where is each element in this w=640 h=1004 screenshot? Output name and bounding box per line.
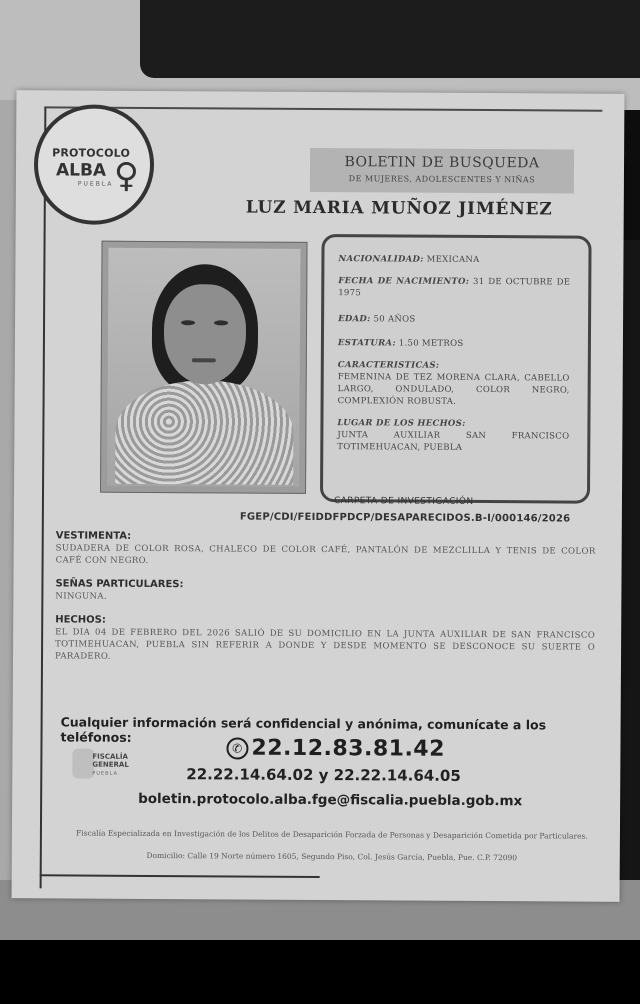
nationality-row: NACIONALIDAD: MEXICANA bbox=[338, 254, 480, 265]
bottom-black-bar bbox=[0, 940, 640, 1004]
location-value: JUNTA AUXILIAR SAN FRANCISCO TOTIMEHUACAN, PUEBLA bbox=[337, 430, 570, 453]
fiscalia-emblem-icon bbox=[72, 749, 94, 779]
facts-label: HECHOS: bbox=[55, 614, 106, 626]
contact-email: boletin.protocolo.alba.fge@fiscalia.puebla.gob.mx bbox=[138, 790, 523, 810]
logo-line-1: PROTOCOLO bbox=[52, 146, 131, 160]
missing-person-name: LUZ MARIA MUÑOZ JIMÉNEZ bbox=[245, 197, 553, 220]
secondary-phones: 22.22.14.64.02 y 22.22.14.64.05 bbox=[186, 765, 461, 785]
height-row: ESTATURA: 1.50 METROS bbox=[337, 338, 464, 349]
birthdate-row: FECHA DE NACIMIENTO: 31 DE OCTUBRE DE 1975 bbox=[338, 276, 571, 299]
birthdate-value: 31 DE OCTUBRE DE 1975 bbox=[338, 276, 571, 299]
person-details-box bbox=[320, 234, 592, 504]
footer-address: Domicilio: Calle 19 Norte número 1605, Segundo Piso, Col. Jesús García, Puebla, Pue. C.P. 72090 bbox=[146, 850, 518, 863]
distinguishing-marks-text: NINGUNA. bbox=[55, 591, 108, 602]
characteristics-value: FEMENINA DE TEZ MORENA CLARA, CABELLO LARGO, ONDULADO, COLOR NEGRO, COMPLEXIÓN ROBUSTA. bbox=[337, 372, 570, 407]
age-value: 50 AÑOS bbox=[373, 314, 416, 325]
bulletin-header bbox=[310, 148, 574, 194]
nationality-value: MEXICANA bbox=[426, 254, 480, 265]
bulletin-title: BOLETIN DE BUSQUEDA bbox=[344, 154, 540, 172]
investigation-folder-label: CARPETA DE INVESTIGACIÓN bbox=[333, 496, 474, 507]
female-symbol-icon: ♀ bbox=[113, 155, 139, 196]
distinguishing-marks-label: SEÑAS PARTICULARES: bbox=[55, 578, 184, 591]
whatsapp-icon: ✆ bbox=[226, 737, 248, 759]
footer-agency: Fiscalía Especializada en Investigación de los Delitos de Desaparición Forzada de Personas y Desaparición Cometida por Particulares. bbox=[76, 828, 588, 841]
background-dark-object bbox=[140, 0, 640, 78]
protocolo-alba-logo bbox=[34, 104, 155, 225]
height-value: 1.50 METROS bbox=[398, 338, 464, 349]
search-bulletin-paper bbox=[12, 90, 625, 902]
clothing-text: SUDADERA DE COLOR ROSA, CHALECO DE COLOR CAFÉ, PANTALÓN DE MEZCLILLA Y TENIS DE COLOR CAFÉ CON NEGRO. bbox=[55, 543, 596, 566]
logo-line-3: PUEBLA bbox=[77, 180, 114, 188]
main-phone-number: 22.12.83.81.42 bbox=[251, 735, 446, 762]
facts-text: EL DIA 04 DE FEBRERO DEL 2026 SALIÓ DE SU DOMICILIO EN LA JUNTA AUXILIAR DE SAN FRANCISCO TOTIMEHUACAN, PUEBLA SIN REFERIR A DONDE Y DESDE MOMENTO SE DESCONOCE SU SUERTE O PARADERO. bbox=[54, 627, 596, 662]
bulletin-subtitle: DE MUJERES, ADOLESCENTES Y NIÑAS bbox=[348, 174, 536, 185]
main-phone bbox=[226, 735, 445, 761]
investigation-folder-number: FGEP/CDI/FEIDDFPDCP/DESAPARECIDOS.B-I/000146/2026 bbox=[239, 511, 571, 525]
person-photo bbox=[100, 241, 308, 494]
clothing-label: VESTIMENTA: bbox=[55, 530, 132, 542]
fiscalia-general-logo: FISCALÍA GENERAL PUEBLA bbox=[72, 747, 158, 788]
logo-line-2: ALBA bbox=[55, 160, 107, 181]
contact-heading: Cualquier información será confidencial y anónima, comunícate a los teléfonos: bbox=[60, 714, 547, 745]
characteristics-label: CARACTERISTICAS: bbox=[337, 360, 440, 371]
age-row: EDAD: 50 AÑOS bbox=[338, 314, 416, 325]
location-label: LUGAR DE LOS HECHOS: bbox=[337, 418, 466, 429]
